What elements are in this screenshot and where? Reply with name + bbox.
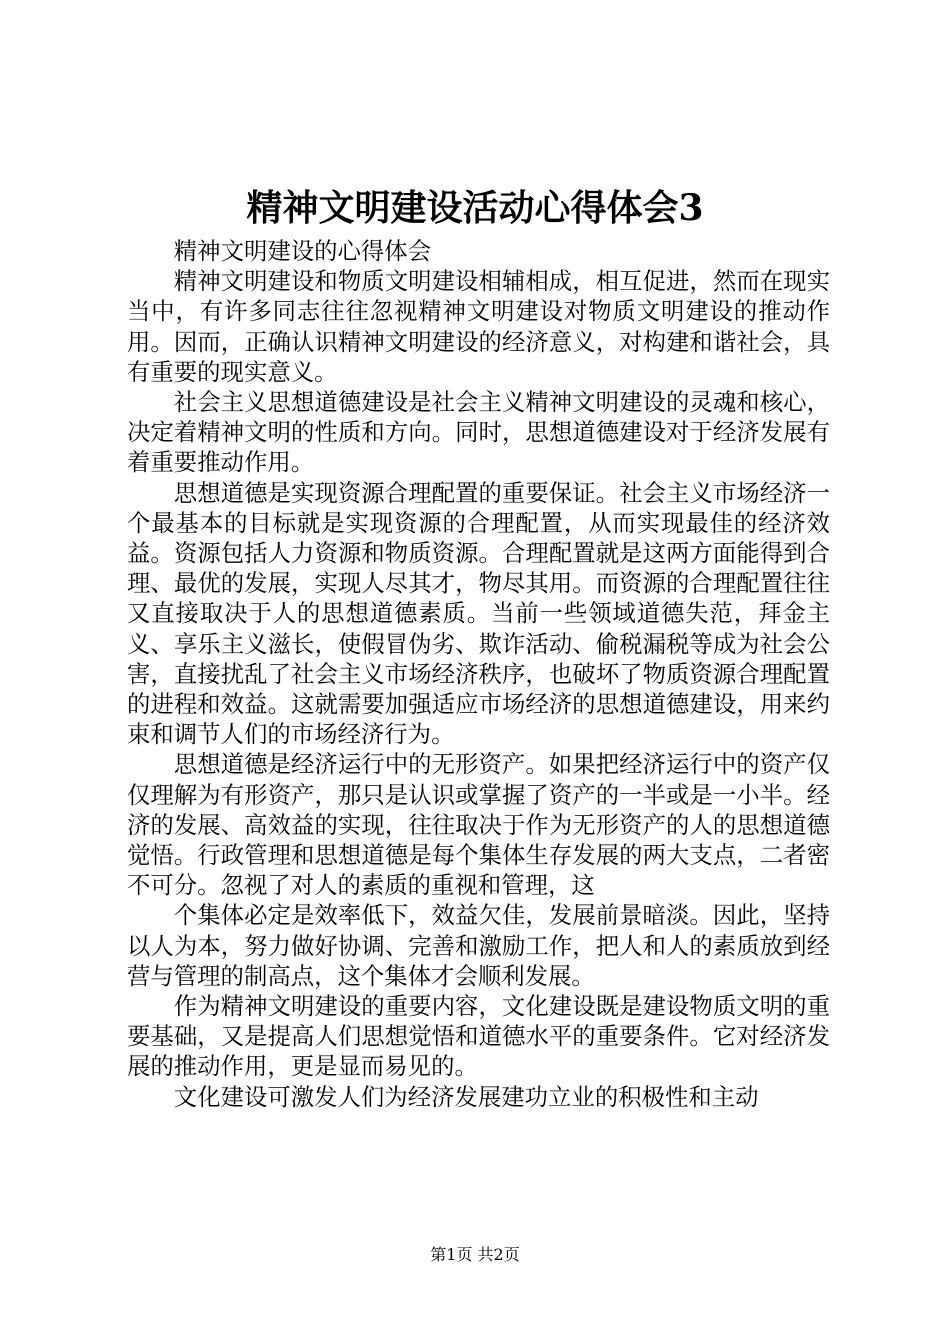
document-body — [127, 236, 830, 1112]
paragraph: 思想道德是实现资源合理配置的重要保证。社会主义市场经济一个最基本的目标就是实现资源的合理配置，从而实现最佳的经济效益。资源包括人力资源和物质资源。合理配置就是这两方面能得到合理、最优的发展，实现人尽其才，物尽其用。而资源的合理配置往往又直接取决于人的思想道德素质。当前一些领域道德失范，拜金主义、享乐主义滋长，使假冒伪劣、欺诈活动、偷税漏税等成为社会公害，直接扰乱了社会主义市场经济秩序，也破坏了物质资源合理配置的进程和效益。这就需要加强适应市场经济的思想道德建设，用来约束和调节人们的市场经济行为。 — [127, 478, 830, 749]
paragraph: 思想道德是经济运行中的无形资产。如果把经济运行中的资产仅仅理解为有形资产，那只是认识或掌握了资产的一半或是一小半。经济的发展、高效益的实现，往往取决于作为无形资产的人的思想道德觉悟。行政管理和思想道德是每个集体生存发展的两大支点，二者密不可分。忽视了对人的素质的重视和管理，这 — [127, 750, 830, 900]
paragraph: 个集体必定是效率低下，效益欠佳，发展前景暗淡。因此，坚持以人为本，努力做好协调、完善和激励工作，把人和人的素质放到经营与管理的制高点，这个集体才会顺利发展。 — [127, 901, 830, 990]
paragraph: 社会主义思想道德建设是社会主义精神文明建设的灵魂和核心，决定着精神文明的性质和方向。同时，思想道德建设对于经济发展有着重要推动作用。 — [127, 388, 830, 477]
paragraph: 精神文明建设和物质文明建设相辅相成，相互促进，然而在现实当中，有许多同志往往忽视精神文明建设对物质文明建设的推动作用。因而，正确认识精神文明建设的经济意义，对构建和谐社会，具有重要的现实意义。 — [127, 267, 830, 386]
page-footer: 第1页 共2页 — [430, 1245, 520, 1264]
paragraph: 作为精神文明建设的重要内容，文化建设既是建设物质文明的重要基础，又是提高人们思想觉悟和道德水平的重要条件。它对经济发展的推动作用，更是显而易见的。 — [127, 992, 830, 1081]
document-title: 精神文明建设活动心得体会3 — [246, 187, 704, 229]
paragraph: 精神文明建设的心得体会 — [173, 237, 432, 265]
paragraph: 文化建设可激发人们为经济发展建功立业的积极性和主动 — [173, 1082, 759, 1111]
